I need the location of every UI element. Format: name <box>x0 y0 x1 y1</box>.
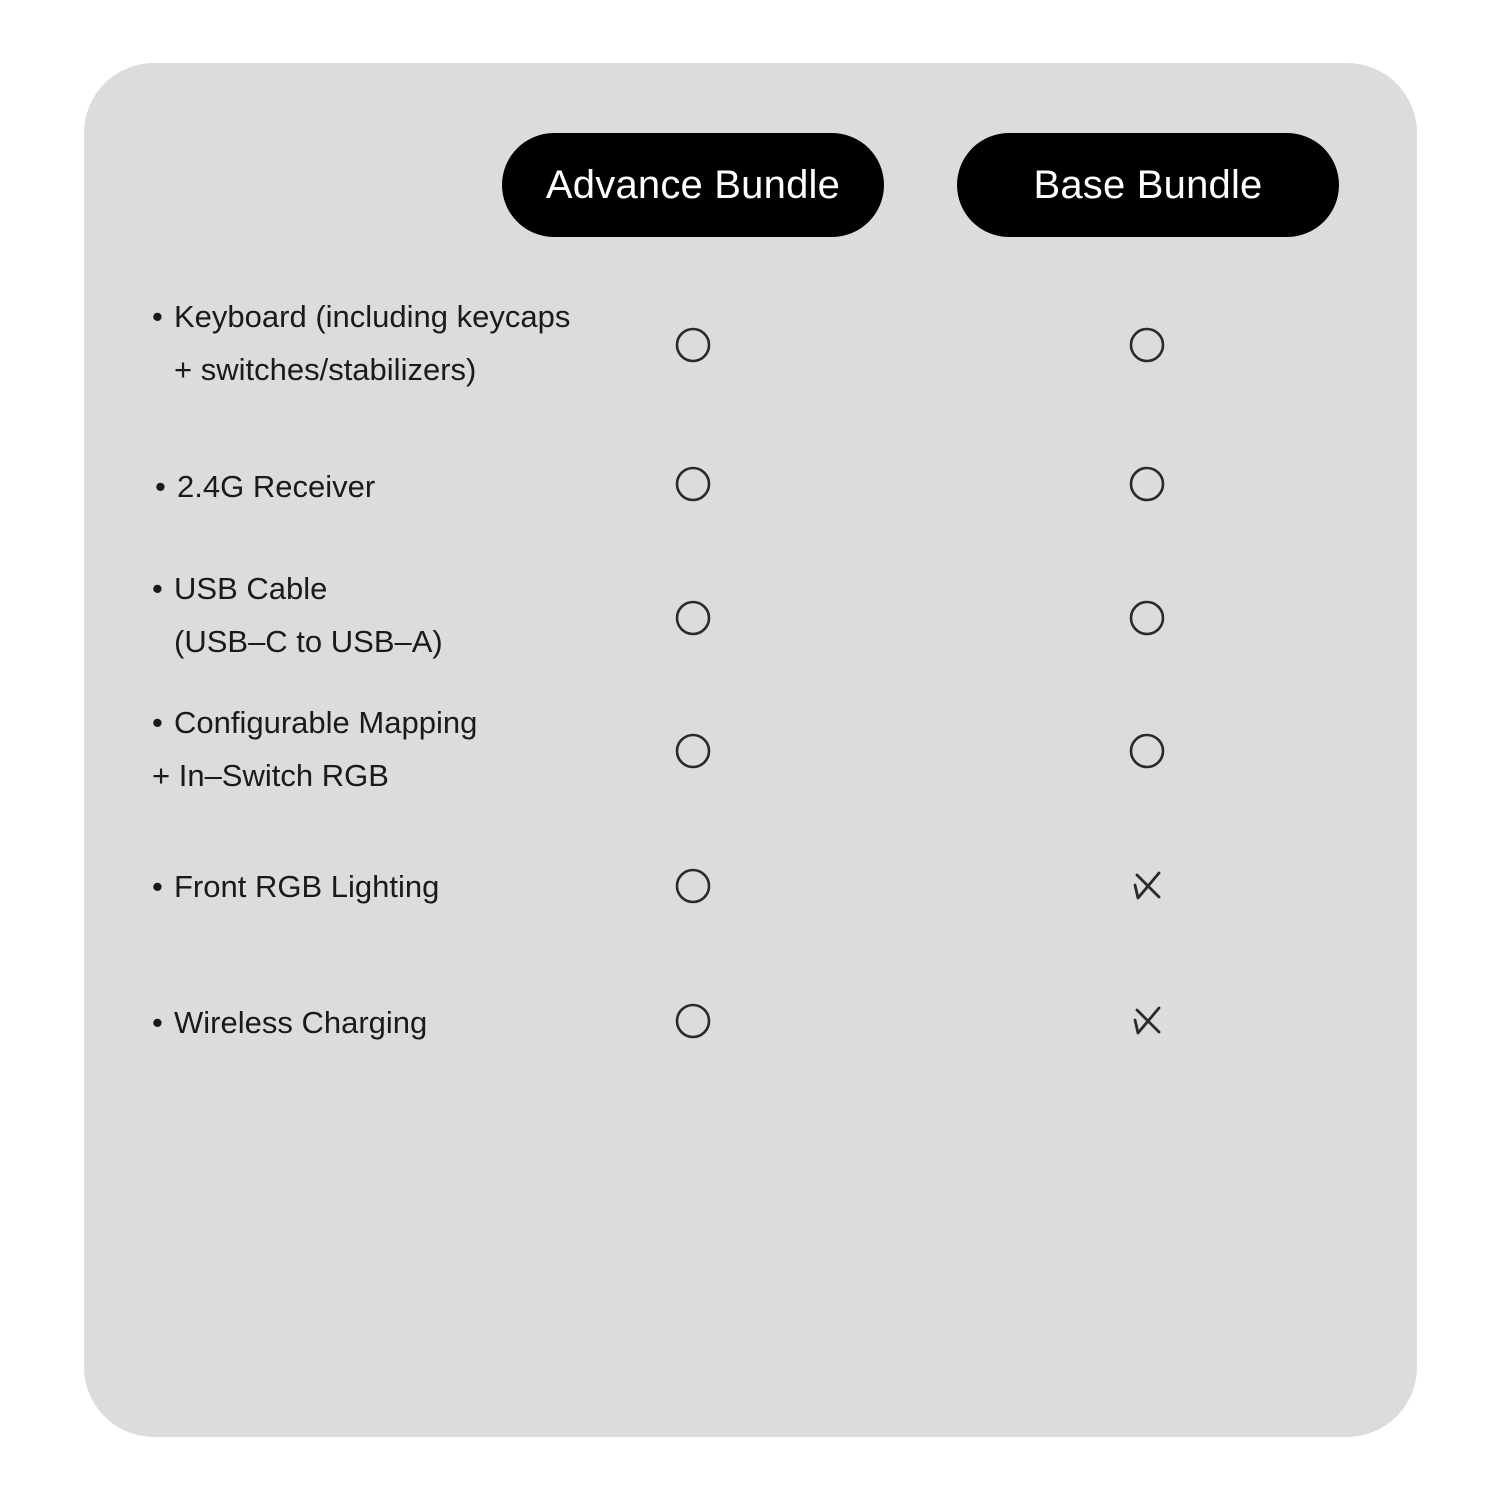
feature-label-line: Configurable Mapping <box>174 705 478 740</box>
circle-icon <box>675 1003 711 1039</box>
circle-icon <box>1129 733 1165 769</box>
feature-usb-cable <box>152 562 652 668</box>
bullet: • <box>155 469 166 504</box>
circle-icon <box>1129 466 1165 502</box>
bullet: • <box>152 299 163 334</box>
circle-icon <box>1129 327 1165 363</box>
base-bundle-label: Base Bundle <box>1033 162 1263 207</box>
feature-label-line: Keyboard (including keycaps <box>174 299 571 334</box>
circle-icon <box>675 600 711 636</box>
feature-label-line: + switches/stabilizers) <box>174 352 477 387</box>
feature-wireless-charging <box>152 996 652 1049</box>
cross-icon <box>1129 868 1165 904</box>
advance-bundle-label: Advance Bundle <box>545 162 841 207</box>
feature-front-rgb <box>152 860 652 913</box>
base-bundle-header <box>957 133 1339 237</box>
bullet: • <box>152 1005 163 1040</box>
feature-label-line: Front RGB Lighting <box>174 869 440 904</box>
feature-label-line: + In–Switch RGB <box>152 758 389 793</box>
feature-label-line: 2.4G Receiver <box>177 469 376 504</box>
feature-label-line: (USB–C to USB–A) <box>174 624 443 659</box>
circle-icon <box>675 868 711 904</box>
bullet: • <box>152 869 163 904</box>
bullet: • <box>152 705 163 740</box>
cross-icon <box>1129 1003 1165 1039</box>
feature-label-line: USB Cable <box>174 571 328 606</box>
feature-mapping <box>152 696 652 802</box>
feature-keyboard <box>152 290 652 396</box>
feature-receiver <box>155 460 655 513</box>
advance-bundle-header <box>502 133 884 237</box>
bullet: • <box>152 571 163 606</box>
circle-icon <box>675 327 711 363</box>
circle-icon <box>675 733 711 769</box>
feature-label-line: Wireless Charging <box>174 1005 428 1040</box>
circle-icon <box>1129 600 1165 636</box>
circle-icon <box>675 466 711 502</box>
